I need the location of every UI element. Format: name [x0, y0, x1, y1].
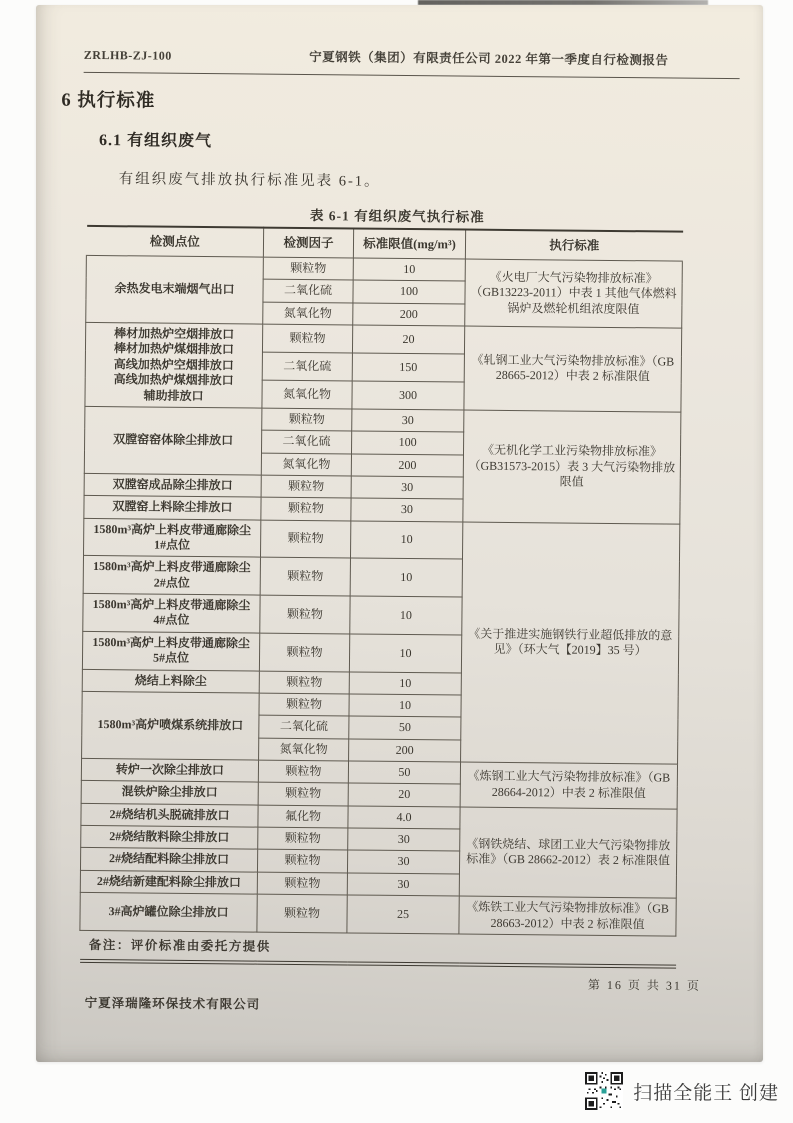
table-row	[86, 255, 682, 283]
limit-value-cell: 10	[350, 596, 462, 635]
section-heading: 6 执行标准	[61, 90, 156, 112]
limit-value-cell: 30	[348, 828, 460, 851]
monitoring-point-cell: 双膛窑上料除尘排放口	[84, 496, 261, 520]
scanned-page	[36, 5, 763, 1062]
monitoring-point-cell: 转炉一次除尘排放口	[81, 758, 258, 782]
factor-cell: 颗粒物	[259, 671, 349, 694]
limit-value-cell: 200	[349, 739, 461, 762]
limit-value-cell: 10	[350, 521, 462, 560]
limit-value-cell: 25	[347, 895, 459, 934]
limit-value-cell: 30	[347, 850, 459, 873]
limit-value-cell: 100	[351, 431, 463, 454]
table-row	[85, 406, 681, 434]
scanner-watermark-block	[585, 1072, 779, 1110]
monitoring-point-cell: 双膛窑窑体除尘排放口	[84, 406, 262, 475]
factor-cell: 颗粒物	[258, 760, 348, 783]
factor-cell: 颗粒物	[261, 497, 351, 520]
column-header: 标准限值(mg/m³)	[353, 228, 465, 259]
limit-value-cell: 10	[349, 634, 461, 673]
table-caption: 表 6-1 有组织废气执行标准	[309, 208, 485, 225]
factor-cell: 氮氧化物	[263, 302, 353, 325]
factor-cell: 颗粒物	[261, 475, 351, 498]
factor-cell: 二氧化硫	[259, 715, 349, 738]
limit-value-cell: 30	[352, 409, 464, 432]
column-header: 执行标准	[465, 230, 682, 262]
limit-value-cell: 20	[352, 325, 464, 354]
factor-cell: 二氧化硫	[261, 430, 351, 453]
limit-value-cell: 100	[353, 280, 465, 303]
factor-cell: 颗粒物	[260, 557, 350, 596]
document-header	[84, 45, 740, 79]
page-content	[27, 4, 764, 1017]
limit-value-cell: 10	[349, 672, 461, 695]
factor-cell: 氮氧化物	[259, 738, 349, 761]
standard-cell: 《轧钢工业大气污染物排放标准》（GB 28665-2012）中表 2 标准限值	[464, 326, 682, 412]
factor-cell: 颗粒物	[262, 408, 352, 431]
monitoring-point-cell: 烧结上料除尘	[82, 669, 259, 693]
limit-value-cell: 4.0	[348, 806, 460, 829]
monitoring-point-cell: 3#高炉罐位除尘排放口	[80, 893, 257, 932]
document-code: ZRLHB-ZJ-100	[83, 47, 172, 63]
standard-cell: 《关于推进实施钢铁行业超低排放的意见》（环大气【2019】35 号）	[461, 522, 680, 764]
table-row	[85, 322, 681, 356]
table-row	[84, 518, 680, 561]
factor-cell: 二氧化硫	[263, 279, 353, 302]
standard-cell: 《火电厂大气污染物排放标准》（GB13223-2011）中表 1 其他气体燃料锅炉及燃轮机组浓度限值	[465, 259, 683, 328]
company-footer: 宁夏泽瑞隆环保技术有限公司	[84, 995, 261, 1012]
monitoring-point-cell: 棒材加热炉空烟排放口 棒材加热炉煤烟排放口 高线加热炉空烟排放口 高线加热炉煤烟排放口 辅助排放口	[85, 322, 263, 407]
column-header: 检测点位	[86, 226, 263, 257]
qr-code-icon	[585, 1072, 623, 1110]
monitoring-point-cell: 余热发电末端烟气出口	[86, 255, 264, 324]
factor-cell: 颗粒物	[263, 257, 353, 280]
monitoring-point-cell: 2#烧结机头脱硫排放口	[81, 803, 258, 827]
factor-cell: 颗粒物	[257, 872, 347, 895]
factor-cell: 颗粒物	[259, 633, 349, 672]
factor-cell: 颗粒物	[257, 850, 347, 873]
standards-table	[79, 225, 683, 969]
limit-value-cell: 10	[349, 694, 461, 717]
monitoring-point-cell: 混铁炉除尘排放口	[81, 781, 258, 805]
monitoring-point-cell: 1580m³高炉上料皮带通廊除尘 1#点位	[84, 518, 261, 557]
factor-cell: 颗粒物	[260, 520, 350, 559]
limit-value-cell: 30	[351, 498, 463, 521]
monitoring-point-cell: 2#烧结散料除尘排放口	[81, 825, 258, 849]
standard-cell: 《钢铁烧结、球团工业大气污染物排放标准》（GB 28662-2012）表 2 标准限值	[459, 807, 677, 899]
factor-cell: 颗粒物	[259, 693, 349, 716]
monitoring-point-cell: 双膛窑成品除尘排放口	[84, 473, 261, 497]
limit-value-cell: 50	[349, 716, 461, 739]
factor-cell: 氮氧化物	[261, 453, 351, 476]
limit-value-cell: 10	[353, 258, 465, 281]
scanner-watermark: 扫描全能王 创建	[633, 1082, 779, 1104]
report-title: 宁夏钢铁（集团）有限责任公司 2022 年第一季度自行检测报告	[309, 50, 669, 68]
note-cell: 备注：评价标准由委托方提供	[80, 930, 676, 966]
standard-cell: 《炼钢工业大气污染物排放标准》（GB 28664-2012）中表 2 标准限值	[460, 762, 677, 809]
limit-value-cell: 20	[348, 783, 460, 806]
limit-value-cell: 300	[352, 381, 464, 410]
monitoring-point-cell: 1580m³高炉上料皮带通廊除尘 5#点位	[82, 631, 259, 670]
factor-cell: 二氧化硫	[262, 352, 352, 381]
factor-cell: 颗粒物	[260, 595, 350, 634]
factor-cell: 氟化物	[258, 805, 348, 828]
monitoring-point-cell: 2#烧结配料除尘排放口	[80, 848, 257, 872]
factor-cell: 颗粒物	[258, 827, 348, 850]
limit-value-cell: 200	[353, 303, 465, 326]
monitoring-point-cell: 2#烧结新建配料除尘排放口	[80, 870, 257, 894]
factor-cell: 颗粒物	[257, 894, 347, 933]
limit-value-cell: 30	[351, 476, 463, 499]
limit-value-cell: 50	[348, 761, 460, 784]
intro-text: 有组织废气排放执行标准见表 6-1。	[118, 171, 381, 190]
limit-value-cell: 150	[352, 353, 464, 382]
monitoring-point-cell: 1580m³高炉喷煤系统排放口	[82, 691, 260, 760]
standard-cell: 《无机化学工业污染物排放标准》（GB31573-2015）表 3 大气污染物排放限值	[463, 410, 681, 524]
limit-value-cell: 10	[350, 558, 462, 597]
factor-cell: 颗粒物	[262, 324, 352, 353]
monitoring-point-cell: 1580m³高炉上料皮带通廊除尘 2#点位	[83, 556, 260, 595]
factor-cell: 氮氧化物	[262, 380, 352, 409]
column-header: 检测因子	[263, 228, 353, 258]
page-number: 第 16 页 共 31 页	[587, 977, 701, 993]
subsection-heading: 6.1 有组织废气	[98, 132, 213, 151]
monitoring-point-cell: 1580m³高炉上料皮带通廊除尘 4#点位	[83, 594, 260, 633]
limit-value-cell: 200	[351, 454, 463, 477]
factor-cell: 颗粒物	[258, 782, 348, 805]
table-row	[80, 893, 676, 936]
limit-value-cell: 30	[347, 873, 459, 896]
table-note-row	[80, 930, 676, 966]
standard-cell: 《炼铁工业大气污染物排放标准》（GB 28663-2012）中表 2 标准限值	[459, 896, 676, 936]
